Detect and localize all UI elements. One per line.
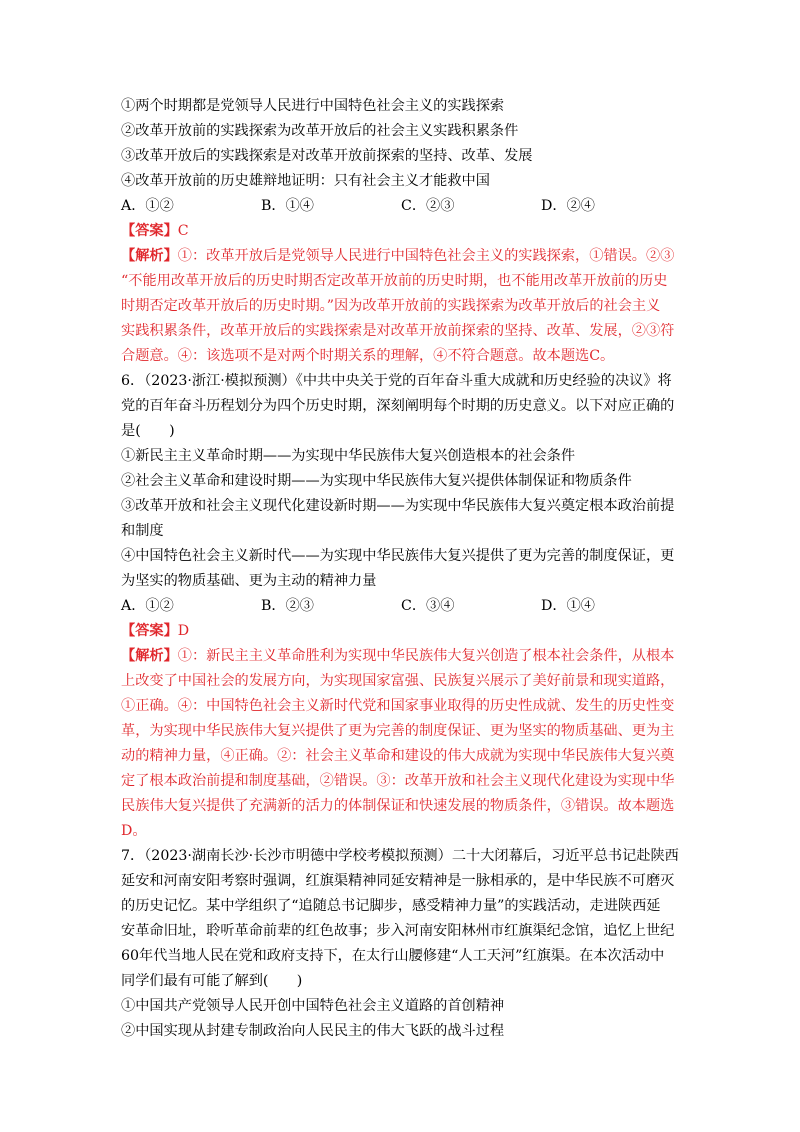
q6-option-b: B．②③	[261, 598, 314, 614]
q6-analysis-line-5: 动的精神力量，④正确。②：社会主义革命和建设的伟大成就为实现中华民族伟大复兴奠	[121, 748, 675, 764]
q6-stem-line-3: 是( )	[121, 423, 175, 439]
analysis-label: 【解析】	[121, 648, 178, 664]
q6-stem-line-1: 6．（2023·浙江·模拟预测）《中共中央关于党的百年奋斗重大成就和历史经验的决议》将	[121, 373, 672, 389]
q6-analysis-line-2: 上改变了中国社会的发展方向，为实现国家富强、民族复兴展示了美好前景和现实道路，	[121, 673, 675, 689]
q5-option-c: C．②③	[401, 198, 455, 214]
q7-stem-line-2: 延安和河南安阳考察时强调，红旗渠精神同延安精神是一脉相承的，是中华民族不可磨灭	[121, 873, 675, 889]
q5-analysis-line-2: “不能用改革开放后的历史时期否定改革开放前的历史时期，也不能用改革开放前的历史	[121, 273, 668, 289]
q5-option-d: D．②④	[541, 198, 595, 214]
q6-answer	[121, 621, 189, 641]
q5-analysis-line-3: 时期否定改革开放后的历史时期。”因为改革开放前的实践探索为改革开放后的社会主义	[121, 298, 661, 314]
q5-analysis-line-1: 【解析】①：改革开放后是党领导人民进行中国特色社会主义的实践探索，①错误。②③	[121, 248, 675, 264]
q5-item-1: ①两个时期都是党领导人民进行中国特色社会主义的实践探索	[121, 98, 505, 114]
q6-analysis-line-4: 革，为实现中华民族伟大复兴提供了更为完善的制度保证、更为坚实的物质基础、更为主	[121, 723, 675, 739]
q6-option-d: D．①④	[541, 598, 595, 614]
q7-stem-line-1: 7．（2023·湖南长沙·长沙市明德中学校考模拟预测）二十大闭幕后，习近平总书记赴陕西	[121, 848, 679, 864]
q5-item-3: ③改革开放后的实践探索是对改革开放前探索的坚持、改革、发展	[121, 148, 533, 164]
answer-value: D	[177, 623, 190, 639]
analysis-label: 【解析】	[121, 248, 178, 264]
q7-source: （2023·湖南长沙·长沙市明德中学校考模拟预测）	[144, 848, 452, 864]
q6-item-4: ④中国特色社会主义新时代——为实现中华民族伟大复兴提供了更为完善的制度保证，更	[121, 548, 675, 564]
q6-option-a: A．①②	[121, 598, 174, 614]
answer-label: 【答案】	[121, 623, 178, 639]
answer-label: 【答案】	[121, 223, 178, 239]
q6-analysis-line-8: D。	[121, 823, 147, 839]
q7-item-2: ②中国实现从封建专制政治向人民民主的伟大飞跃的战斗过程	[121, 1023, 505, 1039]
q7-item-1: ①中国共产党领导人民开创中国特色社会主义道路的首创精神	[121, 998, 505, 1014]
q6-option-c: C．③④	[401, 598, 455, 614]
q7-stem-line-6: 同学们最有可能了解到( )	[121, 973, 303, 989]
q7-number: 7．	[121, 848, 145, 864]
q5-analysis-line-4: 实践积累条件，改革开放后的实践探索是对改革开放前探索的坚持、改革、发展，②③符	[121, 323, 675, 339]
q5-analysis-line-5: 合题意。④：该选项不是对两个时期关系的理解，④不符合题意。故本题选C。	[121, 348, 615, 364]
q6-item-2: ②社会主义革命和建设时期——为实现中华民族伟大复兴提供体制保证和物质条件	[121, 473, 632, 489]
q7-stem-line-5: 60年代当地人民在党和政府支持下，在太行山腰修建“人工天河”红旗渠。在本次活动中	[121, 948, 665, 964]
q6-item-3-cont: 和制度	[121, 523, 164, 539]
q6-analysis-line-3: ①正确。④：中国特色社会主义新时代党和国家事业取得的历史性成就、发生的历史性变	[121, 698, 675, 714]
q5-option-a: A．①②	[121, 198, 174, 214]
q6-stem-line-2: 党的百年奋斗历程划分为四个历史时期，深刻阐明每个时期的历史意义。以下对应正确的	[121, 398, 675, 414]
q6-item-1: ①新民主主义革命时期——为实现中华民族伟大复兴创造根本的社会条件	[121, 448, 576, 464]
q6-analysis-line-6: 定了根本政治前提和制度基础，②错误。③：改革开放和社会主义现代化建设为实现中华	[121, 773, 675, 789]
q6-item-3: ③改革开放和社会主义现代化建设新时期——为实现中华民族伟大复兴奠定根本政治前提	[121, 498, 675, 514]
answer-value: C	[177, 223, 189, 239]
q7-stem-line-3: 的历史记忆。某中学组织了“追随总书记脚步，感受精神力量”的实践活动，走进陕西延	[121, 898, 661, 914]
q5-option-b: B．①④	[261, 198, 314, 214]
q6-source: （2023·浙江·模拟预测）	[144, 373, 296, 389]
q5-answer	[121, 221, 189, 241]
q6-analysis-line-1: 【解析】①：新民主主义革命胜利为实现中华民族伟大复兴创造了根本社会条件，从根本	[121, 648, 675, 664]
q6-item-4-cont: 为坚实的物质基础、更为主动的精神力量	[121, 573, 377, 589]
q6-number: 6．	[121, 373, 145, 389]
q5-item-2: ②改革开放前的实践探索为改革开放后的社会主义实践积累条件	[121, 123, 519, 139]
q7-stem-line-4: 安革命旧址，聆听革命前辈的红色故事；步入河南安阳林州市红旗渠纪念馆，追忆上世纪	[121, 923, 675, 939]
q5-item-4: ④改革开放前的历史雄辩地证明：只有社会主义才能救中国	[121, 173, 490, 189]
q6-analysis-line-7: 民族伟大复兴提供了充满新的活力的体制保证和快速发展的物质条件，③错误。故本题选	[121, 798, 675, 814]
